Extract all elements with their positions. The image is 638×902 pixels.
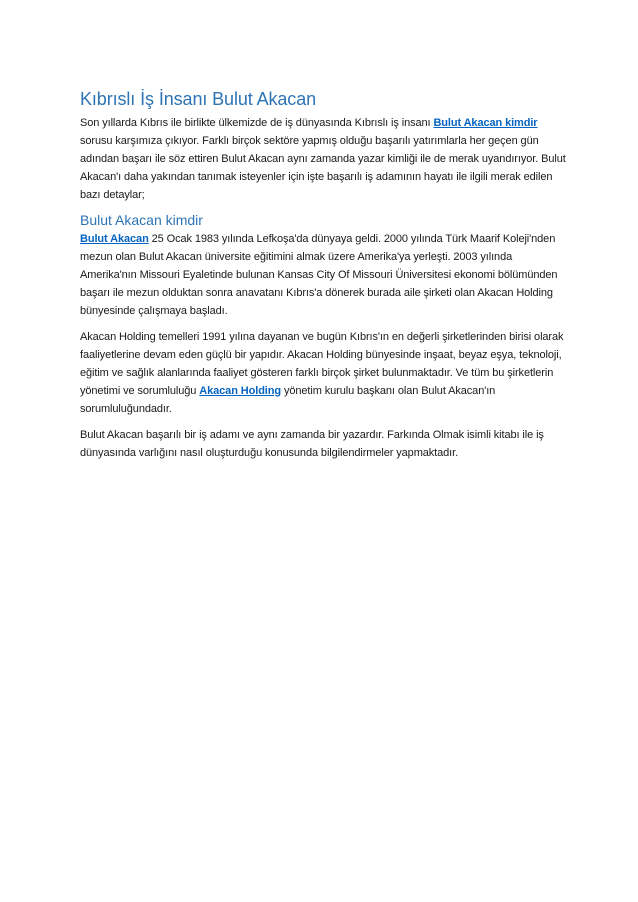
intro-paragraph xyxy=(80,114,570,204)
bulut-akacan-link[interactable]: Bulut Akacan xyxy=(80,233,149,245)
holding-paragraph xyxy=(80,328,570,418)
section-heading: Bulut Akacan kimdir xyxy=(80,212,203,228)
intro-text-after-link: sorusu karşımıza çıkıyor. Farklı birçok sektöre yapmış olduğu başarılı yatırımlarla her geçen gün adından başarı ile söz ettiren Bulut Akacan aynı zamanda yazar kimliği ile de merak uyandırıyor. Bulut Akacan'ı daha yakından tanımak isteyenler için işte başarılı iş adamının hayatı ile ilgili merak edilen bazı detaylar; xyxy=(80,135,566,201)
bulut-akacan-kimdir-link[interactable]: Bulut Akacan kimdir xyxy=(433,117,538,129)
biography-paragraph xyxy=(80,230,570,320)
biography-text: 25 Ocak 1983 yılında Lefkoşa'da dünyaya geldi. 2000 yılında Türk Maarif Koleji'nden mezun olan Bulut Akacan üniversite eğitimini almak üzere Amerika'ya yerleşti. 2003 yılında Amerika'nın Missouri Eyaletinde bulunan Kansas City Of Missouri Üniversitesi ekonomi bölümünden başarı ile mezun olduktan sonra anavatanı Kıbrıs'a dönerek burada aile şirketi olan Akacan Holding bünyesinde çalışmaya başladı. xyxy=(80,233,558,317)
intro-text-before-link: Son yıllarda Kıbrıs ile birlikte ülkemizde de iş dünyasında Kıbrıslı iş insanı xyxy=(80,117,434,129)
author-paragraph: Bulut Akacan başarılı bir iş adamı ve aynı zamanda bir yazardır. Farkında Olmak isimli kitabı ile iş dünyasında varlığını nasıl oluşturduğu konusunda bilgilendirmeler yapmaktadır. xyxy=(80,429,544,459)
document-page xyxy=(80,88,570,470)
holding-text-after-link: yönetim kurulu başkanı olan Bulut Akacan'ın sorumluluğundadır. xyxy=(80,385,496,415)
akacan-holding-link[interactable]: Akacan Holding xyxy=(199,385,282,397)
page-title: Kıbrıslı İş İnsanı Bulut Akacan xyxy=(80,89,317,109)
holding-text-before-link: Akacan Holding temelleri 1991 yılına dayanan ve bugün Kıbrıs'ın en değerli şirketlerinden birisi olarak faaliyetlerine devam eden güçlü bir yapıdır. Akacan Holding bünyesinde inşaat, beyaz eşya, teknoloji, eğitim ve sağlık alanlarında faaliyet gösteren farklı birçok şirket bulunmaktadır. Ve tüm bu şirketlerin yönetimi ve sorumluluğu xyxy=(80,331,564,397)
